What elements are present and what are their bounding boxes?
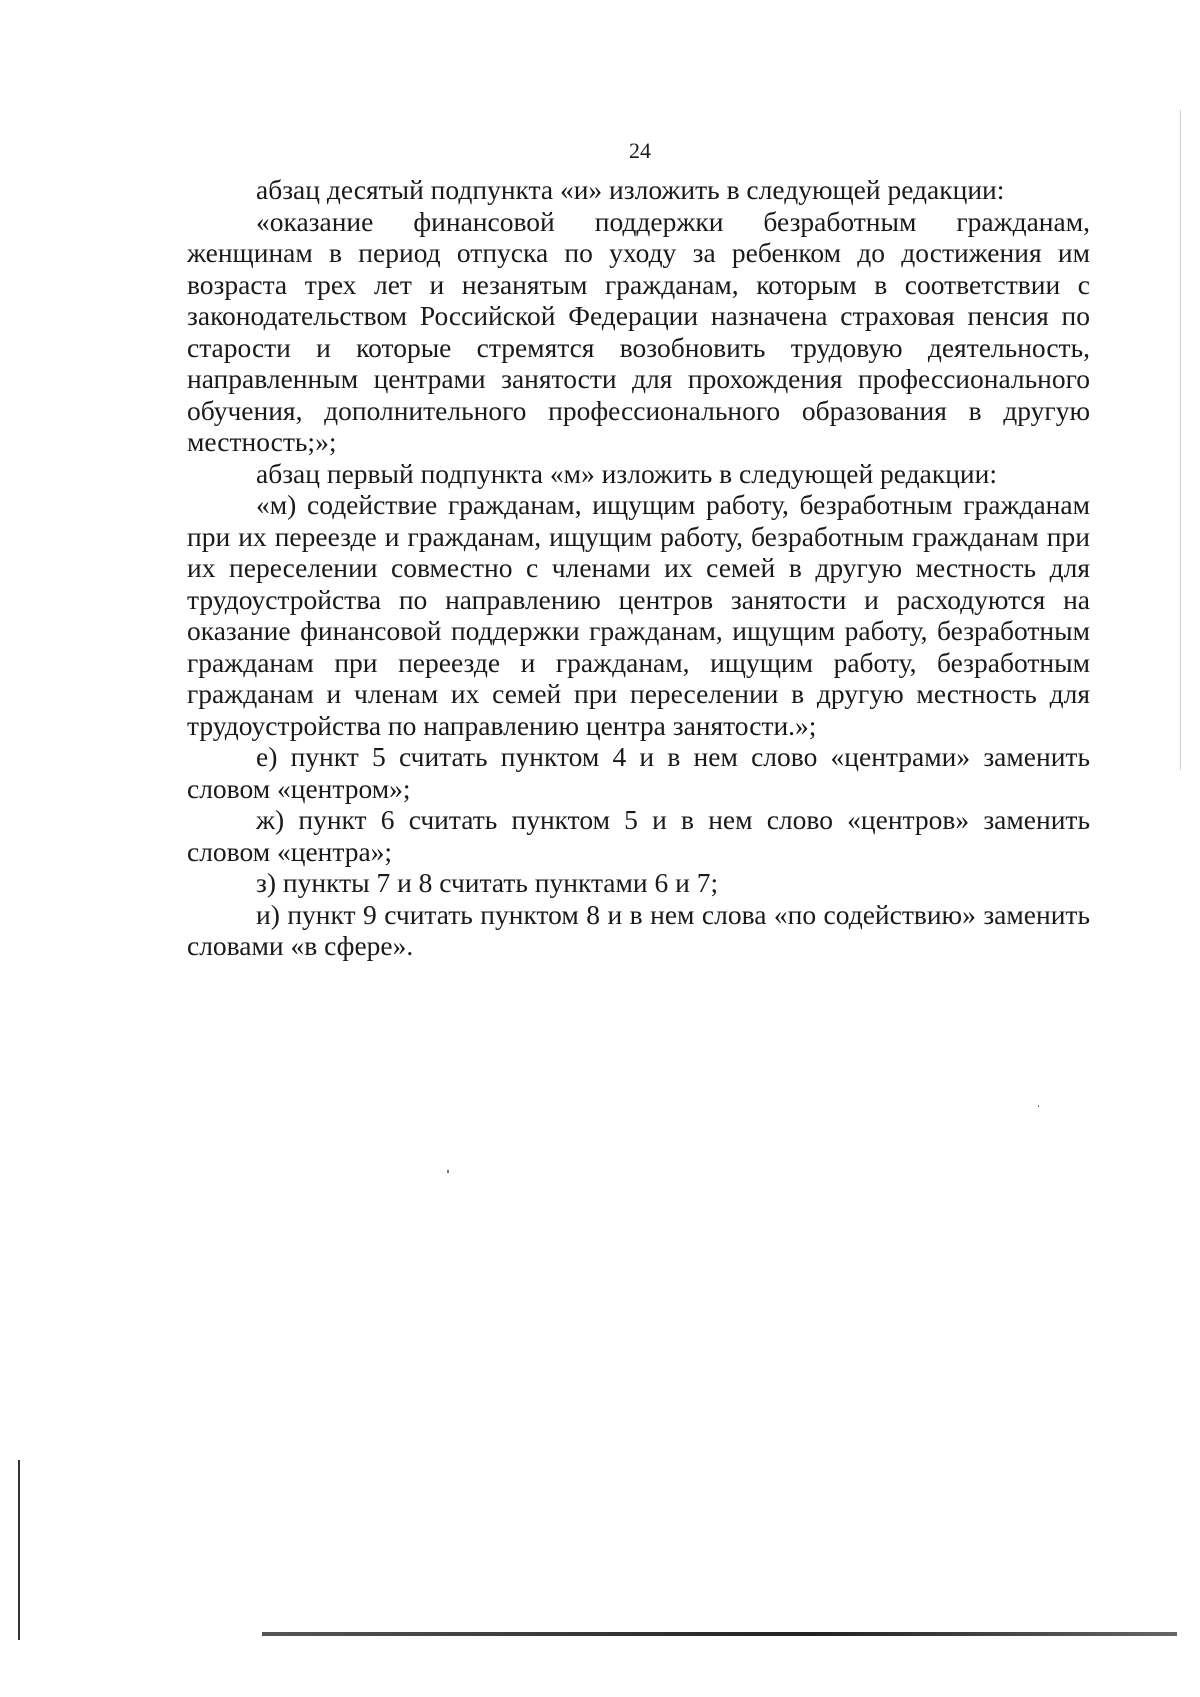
scan-edge-bottom [262,1632,1177,1636]
page-number: 24 [629,138,651,163]
paragraph-4: «м) содействие гражданам, ищущим работу, безработным гражданам при их переезде и гражданам, ищущим работу, безработным гражданам при их переселении совместно с членами их семей в другую местность для трудоустройства по направлению центров занятости и расходуются на оказание финансовой поддержки гражданам, ищущим работу, безработным гражданам при переезде и гражданам, ищущим работу, безработным гражданам и членам их семей при переселении в другую местность для трудоустройства по направлению центра занятости.»; [187,489,1090,741]
paragraph-8: и) пункт 9 считать пунктом 8 и в нем слова «по содействию» заменить словами «в сфере». [187,898,1090,961]
paragraph-7: з) пункты 7 и 8 считать пунктами 6 и 7; [256,867,719,898]
document-body [187,174,1090,962]
scan-speck [447,1170,449,1173]
scan-edge-left [18,1460,20,1640]
scan-speck [1038,1105,1039,1107]
scan-edge-right [1180,110,1181,770]
paragraph-5: е) пункт 5 считать пунктом 4 и в нем слово «центрами» заменить словом «центром»; [187,741,1090,804]
paragraph-6: ж) пункт 6 считать пунктом 5 и в нем слово «центров» заменить словом «центра»; [187,804,1090,867]
paragraph-1: абзац десятый подпункта «и» изложить в следующей редакции: [256,174,1005,205]
paragraph-3: абзац первый подпункта «м» изложить в следующей редакции: [256,457,997,489]
paragraph-2: «оказание финансовой поддержки безработным гражданам, женщинам в период отпуска по уходу за ребенком до достижения им возраста трех лет и незанятым гражданам, которым в соответствии с законодательством Российской Федерации назначена страховая пенсия по старости и которые стремятся возобновить трудовую деятельность, направленным центрами занятости для прохождения профессионального обучения, дополнительного профессионального образования в другую местность;»; [187,205,1090,457]
